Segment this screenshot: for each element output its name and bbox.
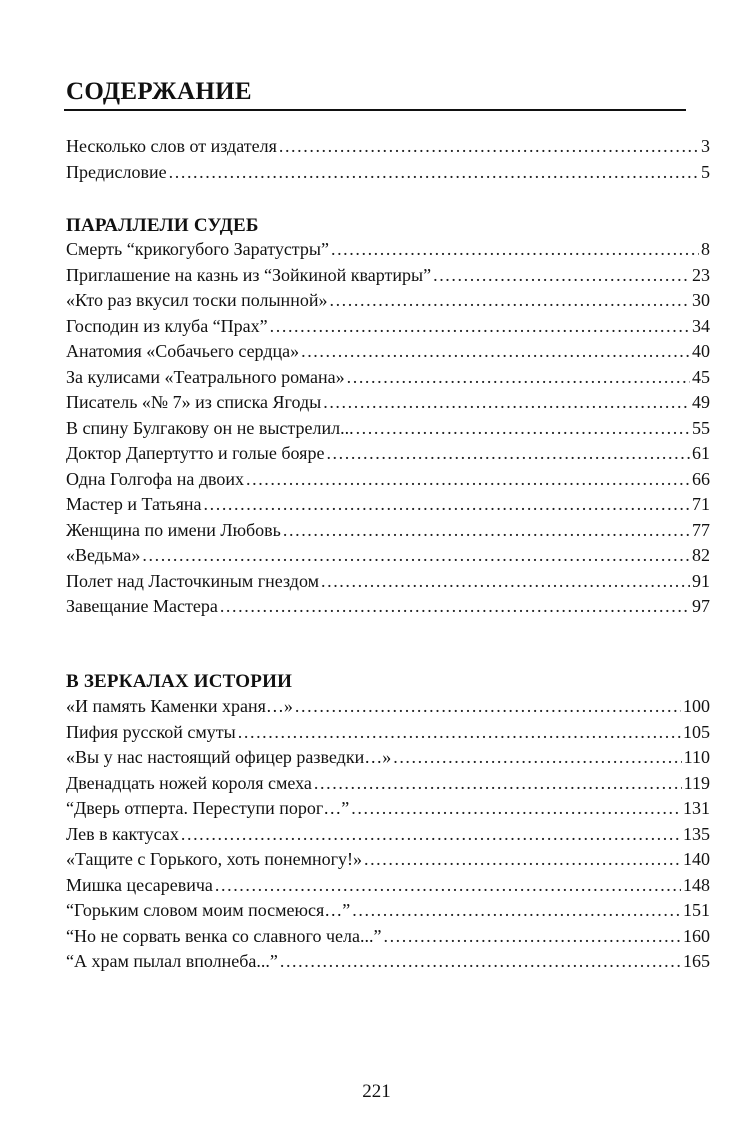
toc-entry-title: Двенадцать ножей короля смеха	[66, 772, 312, 793]
toc-entry	[66, 367, 710, 393]
page-number: 221	[362, 1081, 391, 1102]
toc-entry-title: Одна Голгофа на двоих	[66, 468, 244, 489]
toc-entry-page: 61	[692, 443, 710, 463]
section-heading: В ЗЕРКАЛАХ ИСТОРИИ	[66, 671, 293, 692]
toc-entry-page: 66	[692, 468, 710, 489]
toc-entry-title: «Кто раз вкусил тоски полынной»	[66, 290, 328, 310]
dot-leader	[215, 875, 681, 896]
toc-entry-page: 135	[683, 823, 710, 844]
title-rule	[64, 109, 686, 111]
toc-entry-page: 119	[683, 772, 710, 793]
toc-entry-page: 160	[683, 925, 710, 946]
toc-entry	[66, 469, 710, 495]
dot-leader	[356, 418, 690, 439]
toc-entry-page: 45	[692, 366, 710, 387]
toc-entry-page: 97	[692, 596, 710, 616]
toc-entry-page: 3	[701, 136, 710, 156]
toc-entry-title: В спину Булгакову он не выстрелил...	[66, 417, 354, 438]
toc-entry-page: 148	[683, 874, 710, 895]
dot-leader	[364, 849, 681, 870]
toc-entry-page: 165	[683, 951, 710, 971]
toc-entry	[66, 265, 710, 291]
dot-leader	[204, 494, 690, 515]
dot-leader	[433, 265, 690, 286]
toc-entry-page: 55	[692, 417, 710, 438]
toc-entry	[66, 900, 710, 926]
toc-entry-page: 34	[692, 315, 710, 336]
dot-leader	[383, 926, 681, 947]
toc-entry-title: Пифия русской смуты	[66, 721, 236, 742]
toc-entry	[66, 494, 710, 520]
dot-leader	[329, 290, 690, 311]
dot-leader	[331, 239, 699, 260]
toc-entry	[66, 392, 710, 418]
toc-entry	[66, 696, 710, 722]
toc-entry	[66, 418, 710, 444]
toc-entry-title: Доктор Дапертутто и голые бояре	[66, 443, 325, 463]
dot-leader	[351, 798, 681, 819]
toc-entry-title: Анатомия «Собачьего сердца»	[66, 341, 300, 361]
toc-section-list	[66, 239, 710, 622]
toc-entry-title: Мишка цесаревича	[66, 874, 213, 895]
dot-leader	[169, 162, 699, 183]
toc-entry-page: 82	[692, 545, 710, 565]
toc-entry	[66, 162, 710, 188]
dot-leader	[321, 571, 690, 592]
toc-entry-page: 8	[701, 239, 710, 259]
toc-entry-title: Полет над Ласточкиным гнездом	[66, 570, 319, 591]
toc-entry-title: Завещание Мастера	[66, 596, 218, 616]
dot-leader	[238, 722, 681, 743]
toc-entry-title: «Тащите с Горького, хоть понемногу!»	[66, 849, 362, 869]
toc-entry-page: 71	[692, 494, 710, 514]
toc-entry	[66, 136, 710, 162]
toc-entry-title: За кулисами «Театрального романа»	[66, 366, 345, 387]
toc-entry	[66, 747, 710, 773]
toc-entry-page: 100	[683, 696, 710, 716]
toc-entry	[66, 824, 710, 850]
toc-entry-page: 131	[683, 798, 710, 818]
dot-leader	[326, 443, 690, 464]
toc-entry	[66, 443, 710, 469]
toc-entry	[66, 875, 710, 901]
toc-entry-title: Предисловие	[66, 161, 167, 182]
toc-entry	[66, 596, 710, 622]
section-heading: ПАРАЛЛЕЛИ СУДЕБ	[66, 215, 259, 236]
toc-entry	[66, 239, 710, 265]
dot-leader	[283, 520, 690, 541]
toc-entry	[66, 926, 710, 952]
dot-leader	[323, 392, 690, 413]
dot-leader	[314, 773, 682, 794]
toc-entry	[66, 722, 710, 748]
toc-entry	[66, 773, 710, 799]
toc-entry-page: 23	[692, 264, 710, 285]
toc-entry	[66, 798, 710, 824]
toc-entry-page: 30	[692, 290, 710, 310]
toc-entry-title: Смерть “крикогубого Заратустры”	[66, 239, 329, 259]
dot-leader	[295, 696, 681, 717]
toc-intro-list	[66, 136, 710, 187]
toc-entry-title: «Вы у нас настоящий офицер разведки…»	[66, 747, 392, 767]
toc-entry	[66, 520, 710, 546]
toc-entry	[66, 951, 710, 977]
dot-leader	[270, 316, 690, 337]
toc-entry	[66, 316, 710, 342]
dot-leader	[246, 469, 690, 490]
toc-entry-page: 49	[692, 392, 710, 412]
dot-leader	[181, 824, 681, 845]
toc-entry-title: Господин из клуба “Прах”	[66, 315, 268, 336]
dot-leader	[301, 341, 690, 362]
dot-leader	[280, 951, 681, 972]
toc-entry-page: 5	[701, 161, 710, 182]
dot-leader	[352, 900, 681, 921]
toc-entry-title: Писатель «№ 7» из списка Ягоды	[66, 392, 322, 412]
toc-entry-title: Приглашение на казнь из “Зойкиной квартиры”	[66, 264, 432, 285]
toc-entry	[66, 341, 710, 367]
toc-entry-title: Женщина по имени Любовь	[66, 519, 281, 540]
page-title: СОДЕРЖАНИЕ	[66, 78, 252, 105]
toc-entry-title: Лев в кактусах	[66, 823, 179, 844]
toc-entry-title: Мастер и Татьяна	[66, 494, 202, 514]
toc-entry-title: «И память Каменки храня…»	[66, 696, 293, 716]
dot-leader	[220, 596, 690, 617]
dot-leader	[142, 545, 690, 566]
toc-entry-page: 151	[683, 900, 710, 920]
toc-entry	[66, 290, 710, 316]
toc-entry-title: «Ведьма»	[66, 545, 141, 565]
toc-entry	[66, 571, 710, 597]
dot-leader	[393, 747, 681, 768]
toc-entry-page: 91	[692, 570, 710, 591]
toc-entry-page: 105	[683, 721, 710, 742]
toc-entry	[66, 849, 710, 875]
toc-entry-page: 77	[692, 519, 710, 540]
toc-section-list	[66, 696, 710, 977]
dot-leader	[347, 367, 690, 388]
toc-entry-page: 140	[683, 849, 710, 869]
toc-entry	[66, 545, 710, 571]
toc-entry-title: “А храм пылал вполнеба...”	[66, 951, 278, 971]
toc-entry-title: Несколько слов от издателя	[66, 136, 277, 156]
toc-entry-page: 110	[683, 747, 710, 767]
toc-entry-title: “Но не сорвать венка со славного чела...”	[66, 925, 382, 946]
toc-entry-title: “Дверь отперта. Переступи порог…”	[66, 798, 350, 818]
toc-entry-title: “Горьким словом моим посмеюся…”	[66, 900, 351, 920]
dot-leader	[279, 136, 699, 157]
toc-entry-page: 40	[692, 341, 710, 361]
